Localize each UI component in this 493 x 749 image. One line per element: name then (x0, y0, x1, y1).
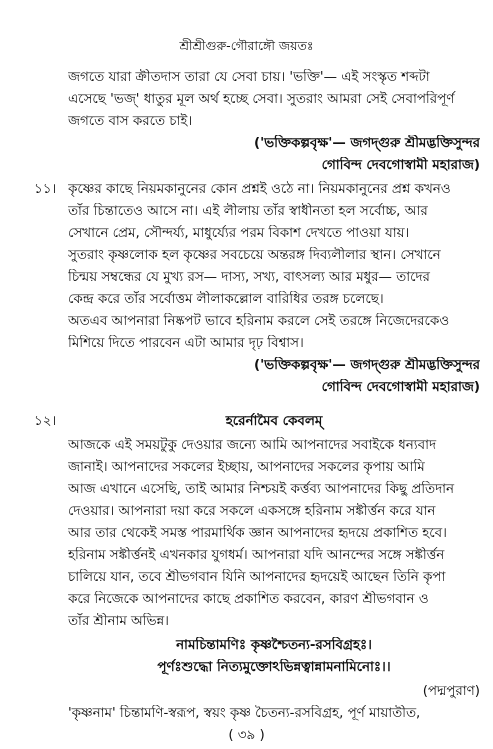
paragraph-line: জানাই। আপনাদের সকলের ইচ্ছায়, আপনাদের সকলের কৃপায় আমি (68, 460, 425, 475)
sanskrit-verse-line: পূর্ণঃশুদ্ধো নিত্যমুক্তোঽভিন্নত্বান্নামনামিনোঃ।। (157, 660, 391, 675)
paragraph-line: চালিয়ে যান, তবে শ্রীভগবান যিনি আপনাদের হৃদয়েই আছেন তিনি কৃপা (68, 570, 446, 585)
intro-line: জগতে যারা ক্রীতদাস তারা যে সেবা চায়। 'ভক্তি'— এই সংস্কৃত শব্দটা (68, 70, 430, 85)
attribution-line: গোবিন্দ দেবগোস্বামী মহারাজ) (321, 380, 480, 395)
paragraph-line: তাঁর শ্রীনাম অভিন্ন। (68, 614, 169, 629)
attribution-line: ('ভক্তিকল্পবৃক্ষ'— জগদ্গুরু শ্রীমদ্ভক্তিসুন্দর (253, 136, 480, 151)
intro-line: এসেছে 'ভজ্' ধাতুর মূল অর্থ হচ্ছে সেবা। সুতরাং আমরা সেই সেবাপরিপূর্ণ (68, 92, 455, 107)
paragraph-line: কৃষ্ণের কাছে নিয়মকানুনের কোন প্রশ্নই ওঠে না। নিয়মকানুনের প্রশ্ন কখনও (68, 182, 451, 197)
paragraph-line: সুতরাং কৃষ্ণলোক হল কৃষ্ণের সবচেয়ে অন্তরঙ্গ দিব্যলীলার স্থান। সেখানে (68, 248, 441, 263)
page-number: ( ৩৯ ) (228, 728, 265, 743)
paragraph-line: করে নিজেকে আপনাদের কাছে প্রকাশিত করবেন, কারণ শ্রীভগবান ও (68, 592, 429, 607)
sanskrit-verse-line: নামচিন্তামণিঃ কৃষ্ণশ্চৈতন্য-রসবিগ্রহঃ। (176, 638, 372, 653)
verse-source: (পদ্মপুরাণ) (422, 684, 480, 699)
page-header: শ্রীশ্রীগুরু-গৌরাঙ্গৌ জয়তঃ (179, 38, 314, 53)
paragraph-line: আজকে এই সময়টুকু দেওয়ার জন্যে আমি আপনাদের সবাইকে ধন্যবাদ (68, 438, 436, 453)
paragraph-line: সেখানে প্রেম, সৌন্দর্য্য, মাধুর্য্যের পরম বিকাশ দেখতে পাওয়া যায়। (68, 226, 410, 241)
section-number: ১২। (34, 414, 57, 429)
paragraph-line: তাঁর চিন্তাতেও আসে না। এই লীলায় তাঁর স্বাধীনতা হল সর্বোচ্চ, আর (68, 204, 428, 219)
paragraph-line: কেন্দ্র করে তাঁর সর্বোত্তম লীলাকল্লোল বারিধির তরঙ্গ চলেছে। (68, 292, 384, 307)
paragraph-line: 'কৃষ্ণনাম' চিন্তামণি-স্বরূপ, স্বয়ং কৃষ্ণ চৈতন্য-রসবিগ্রহ, পূর্ণ মায়াতীত, (68, 706, 421, 721)
attribution-line: ('ভক্তিকল্পবৃক্ষ'— জগদ্গুরু শ্রীমদ্ভক্তিসুন্দর (253, 358, 480, 373)
paragraph-line: হরিনাম সঙ্কীর্ত্তনই এখনকার যুগধর্ম। আপনারা যদি আনন্দের সঙ্গে সঙ্কীর্ত্তন (68, 548, 445, 563)
paragraph-line: চিন্ময় সম্বন্ধের যে মুখ্য রস— দাস্য, সখ্য, বাৎসল্য আর মধুর— তাদের (68, 270, 430, 285)
attribution-line: গোবিন্দ দেবগোস্বামী মহারাজ) (321, 158, 480, 173)
section-number: ১১। (34, 182, 57, 197)
paragraph-line: আজ এখানে এসেছি, তাই আমার নিশ্চয়ই কর্ত্তব্য আপনাদের কিছু প্রতিদান (68, 482, 455, 497)
paragraph-line: আর তার থেকেই সমস্ত পারমার্থিক জ্ঞান আপনাদের হৃদয়ে প্রকাশিত হবে। (68, 526, 447, 541)
section-title: হরের্নামৈব কেবলম্ (225, 414, 323, 429)
paragraph-line: মিশিয়ে দিতে পারবেন এটা আমার দৃঢ় বিশ্বাস। (68, 336, 304, 351)
paragraph-line: অতএব আপনারা নিষ্কপট ভাবে হরিনাম করলে সেই তরঙ্গে নিজেদেরকেও (68, 314, 450, 329)
intro-line: জগতে বাস করতে চাই। (68, 114, 193, 129)
paragraph-line: দেওয়ার। আপনারা দয়া করে সকলে একসঙ্গে হরিনাম সঙ্কীর্ত্তন করে যান (68, 504, 436, 519)
